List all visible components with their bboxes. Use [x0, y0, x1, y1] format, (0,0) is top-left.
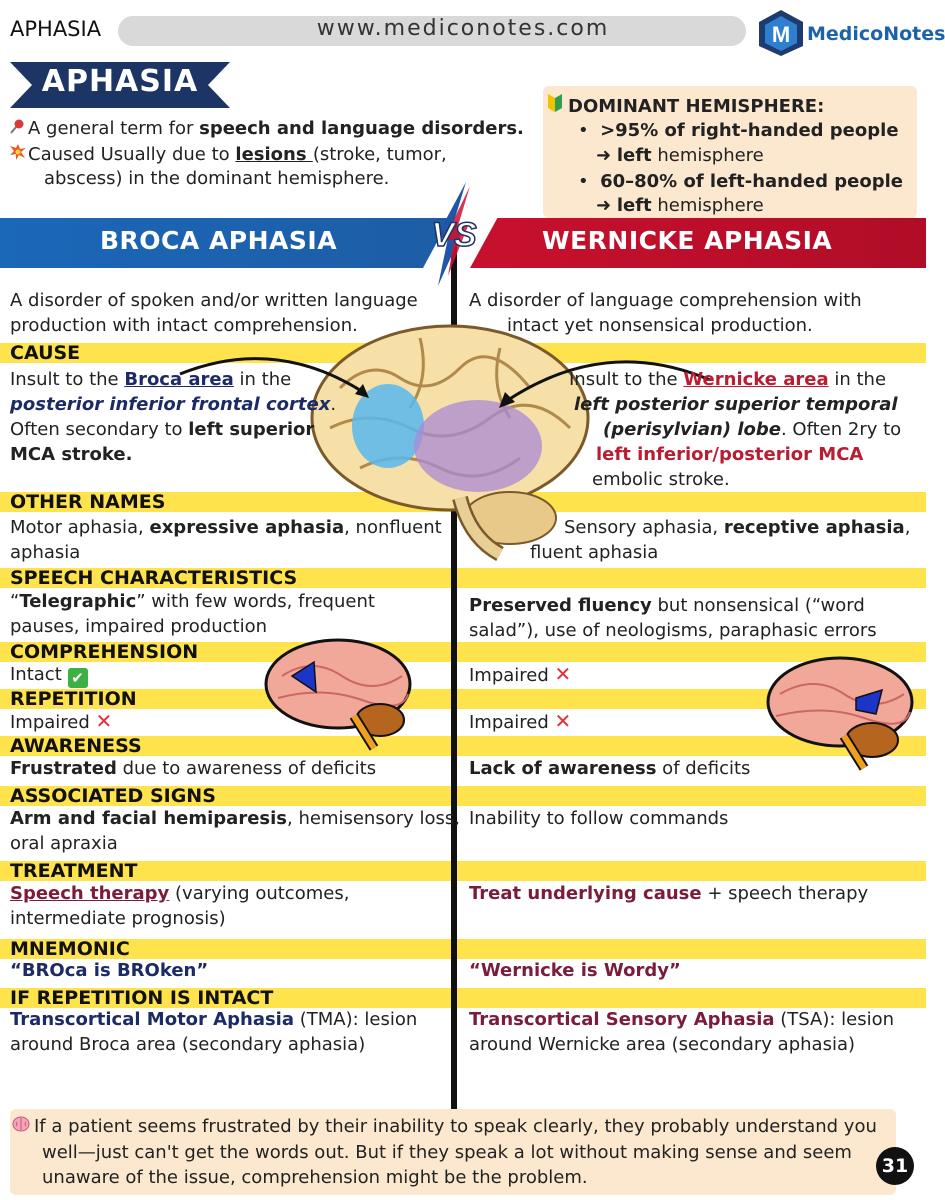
beginner-icon: [548, 94, 568, 117]
lesions-link[interactable]: lesions: [235, 144, 313, 165]
logo-text: MedicoNotes: [807, 23, 945, 45]
wernicke-other-names-2: fluent aphasia: [530, 542, 659, 563]
wernicke-small-brain: [764, 654, 916, 770]
vs-text: VS: [431, 216, 477, 254]
wernicke-rep-intact: Transcortical Sensory Aphasia (TSA): lesion around Wernicke area (secondary aphasia): [469, 1009, 895, 1055]
tip-line-1: If a patient seems frustrated by their inability to speak clearly, they probably understand you: [12, 1114, 877, 1139]
wernicke-definition: A disorder of language comprehension with intact yet nonsensical production.: [469, 290, 862, 336]
cross-icon: ✕: [554, 662, 572, 686]
broca-awareness: Frustrated due to awareness of deficits: [10, 758, 377, 779]
label-rep-intact: IF REPETITION IS INTACT: [10, 987, 274, 1009]
intro-line-2: Caused Usually due to lesions (stroke, tumor,: [10, 144, 447, 165]
wernicke-area-link[interactable]: Wernicke area: [683, 369, 829, 390]
wernicke-cause-4: left inferior/posterior MCA: [596, 444, 864, 465]
broca-small-brain: [262, 636, 418, 752]
wernicke-speech: Preserved fluency but nonsensical (“word salad”), use of neologisms, paraphasic errors: [469, 595, 877, 641]
logo-hexagon-icon: [755, 8, 807, 58]
dominant-left-result: ➜ left hemisphere: [596, 195, 764, 216]
wernicke-comprehension: Impaired ✕: [469, 662, 572, 686]
broca-title: BROCA APHASIA: [100, 226, 338, 255]
dominant-right-handed: • >95% of right-handed people: [578, 120, 899, 141]
vs-badge: [408, 180, 500, 288]
broca-rep-intact: Transcortical Motor Aphasia (TMA): lesion around Broca area (secondary aphasia): [10, 1009, 418, 1055]
site-url[interactable]: www.mediconotes.com: [316, 16, 610, 41]
wernicke-treatment: Treat underlying cause + speech therapy: [469, 883, 869, 904]
broca-comprehension: Intact ✔: [10, 662, 88, 688]
label-comprehension: COMPREHENSION: [10, 641, 199, 663]
wernicke-repetition: Impaired ✕: [469, 709, 572, 733]
label-awareness: AWARENESS: [10, 735, 142, 757]
section-bar-mnemonic: [0, 939, 926, 959]
broca-definition: A disorder of spoken and/or written language production with intact comprehension.: [10, 290, 418, 336]
broca-speech: “Telegraphic” with few words, frequent pauses, impaired production: [10, 591, 375, 637]
broca-area-link[interactable]: Broca area: [124, 369, 234, 390]
broca-mnemonic: “BROca is BROken”: [10, 960, 209, 981]
check-icon: ✔: [68, 668, 88, 688]
dominant-right-result: ➜ left hemisphere: [596, 145, 764, 166]
wernicke-cause-3: (perisylvian) lobe. Often 2ry to: [603, 419, 902, 440]
wernicke-other-names: Sensory aphasia, receptive aphasia,: [564, 517, 911, 538]
pushpin-icon: [10, 118, 28, 139]
dominant-title: DOMINANT HEMISPHERE:: [548, 94, 824, 117]
cross-icon: ✕: [95, 709, 113, 733]
label-repetition: REPETITION: [10, 688, 137, 710]
wernicke-mnemonic: “Wernicke is Wordy”: [469, 960, 681, 981]
broca-other-names: Motor aphasia, expressive aphasia, nonfluent aphasia: [10, 517, 442, 563]
broca-cause: Insult to the Broca area in the posterior inferior frontal cortex. Often secondary to left superior MCA stroke.: [10, 369, 337, 465]
label-speech: SPEECH CHARACTERISTICS: [10, 567, 298, 589]
tip-line-2: well—just can't get the words out. But if they speak a lot without making sense and seem: [42, 1142, 852, 1163]
wernicke-cause-1: Insult to the Wernicke area in the: [569, 369, 887, 390]
broca-signs: Arm and facial hemiparesis, hemisensory loss, oral apraxia: [10, 808, 460, 854]
intro-line-1: A general term for speech and language disorders.: [10, 118, 524, 139]
label-other-names: OTHER NAMES: [10, 491, 166, 513]
header-section-label: APHASIA: [10, 17, 102, 41]
wernicke-awareness: Lack of awareness of deficits: [469, 758, 751, 779]
wernicke-title: WERNICKE APHASIA: [542, 226, 833, 255]
section-bar-treatment: [0, 861, 926, 881]
label-signs: ASSOCIATED SIGNS: [10, 785, 216, 807]
brain-icon: [12, 1114, 34, 1139]
page-title: APHASIA: [41, 64, 199, 99]
intro-line-3: abscess) in the dominant hemisphere.: [44, 168, 390, 189]
wernicke-area-highlight: [414, 400, 542, 492]
tip-line-3: unaware of the issue, comprehension might be the problem.: [42, 1167, 588, 1188]
mediconotes-logo: [755, 8, 945, 58]
wernicke-signs: Inability to follow commands: [469, 808, 729, 829]
broca-treatment: Speech therapy (varying outcomes, intermediate prognosis): [10, 883, 350, 929]
collision-icon: [10, 144, 28, 165]
cross-icon: ✕: [554, 709, 572, 733]
wernicke-cause-2: left posterior superior temporal: [574, 394, 898, 415]
label-cause: CAUSE: [10, 342, 81, 364]
logo-letter: M: [771, 22, 791, 47]
label-treatment: TREATMENT: [10, 860, 138, 882]
wernicke-cause-5: embolic stroke.: [592, 469, 730, 490]
label-mnemonic: MNEMONIC: [10, 938, 130, 960]
broca-repetition: Impaired ✕: [10, 709, 113, 733]
dominant-left-handed: • 60–80% of left-handed people: [578, 171, 903, 192]
speech-therapy-link[interactable]: Speech therapy: [10, 883, 170, 904]
page-number: 31: [876, 1147, 914, 1185]
